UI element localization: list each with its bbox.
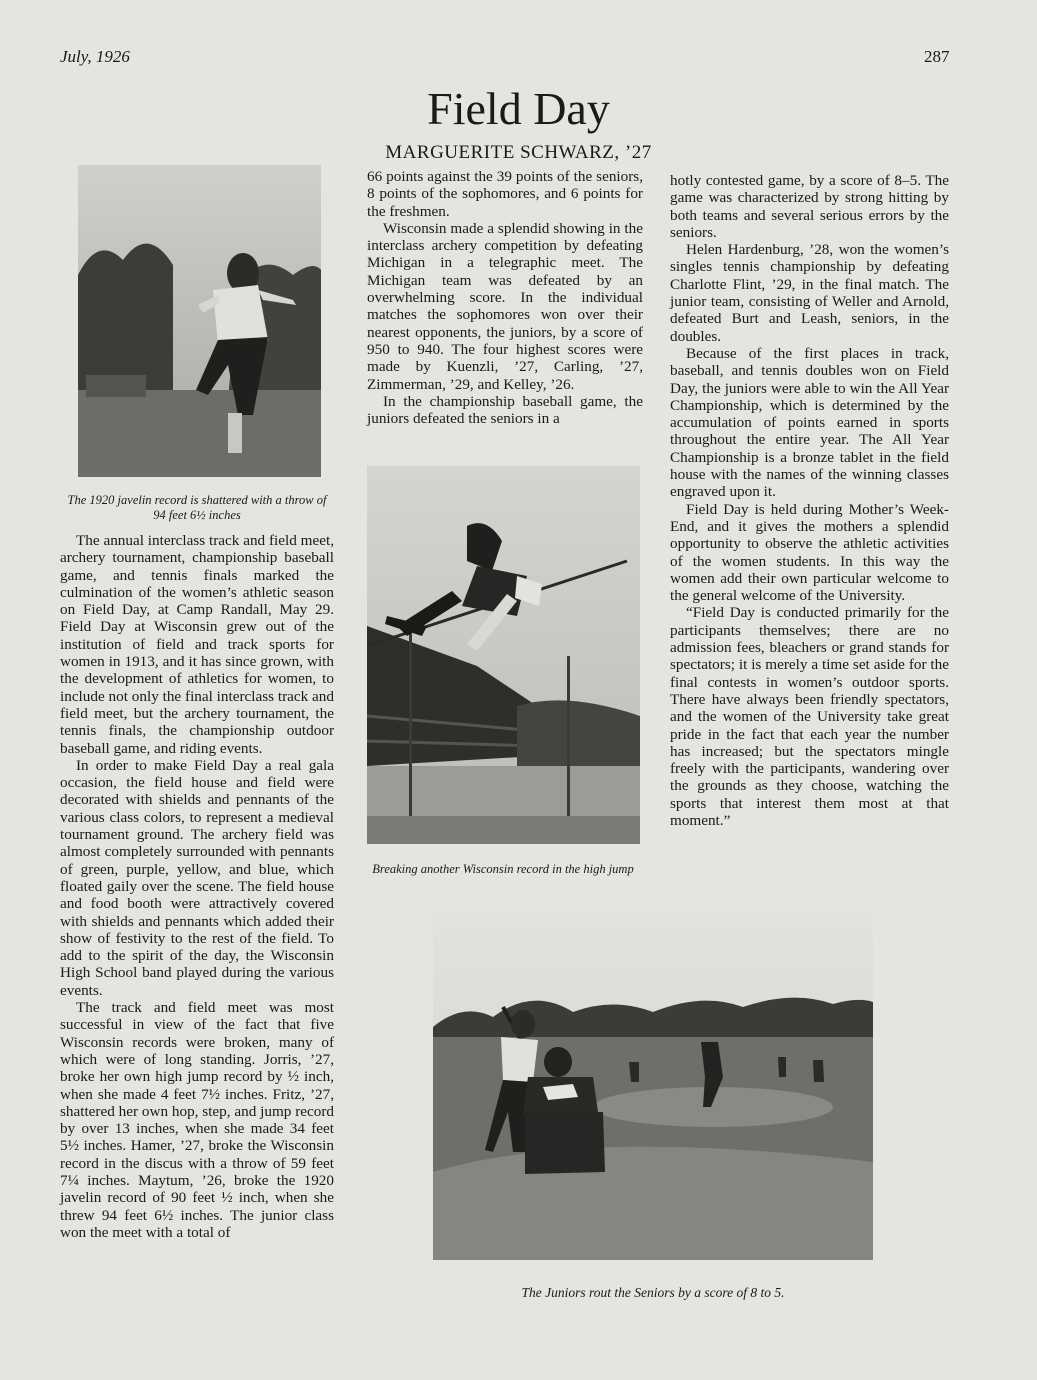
paragraph: Helen Hardenburg, ’28, won the women’s singles tennis championship by defeating Charlotte Flint, ’29, in the final match. The junior team, consisting of Weller and Arnold, defeated Burt and Leash, seniors, in the doubles. bbox=[670, 241, 949, 345]
body-column-left bbox=[60, 532, 334, 1241]
paragraph: The track and field meet was most successful in view of the fact that five Wisconsin records were broken, many of which were of long standing. Jorris, ’27, broke her own high jump record by ½ inch, when she made 4 feet 7½ inches. Fritz, ’27, shattered her own hop, step, and jump record by over 13 inches, when she made 34 feet 5½ inches. Hamer, ’27, broke the Wisconsin record in the discus with a throw of 59 feet 7¼ inches. Maytum, ’26, broke the 1920 javelin record of 90 feet ½ inch, when she threw 94 feet 6½ inches. The junior class won the meet with a total of bbox=[60, 999, 334, 1241]
article-title: Field Day bbox=[427, 83, 610, 134]
paragraph: hotly contested game, by a score of 8–5. The game was characterized by strong hitting by both teams and several serious errors by the seniors. bbox=[670, 172, 949, 241]
paragraph: Field Day is held during Mother’s Week-End, and it gives the mothers a splendid opportunity to observe the athletic activities of the women students. In this way the women add their own particular welcome to the general welcome of the University. bbox=[670, 500, 949, 605]
paragraph: Because of the first places in track, baseball, and tennis doubles won on Field Day, the juniors were able to win the All Year Championship, which is determined by the accumulation of points earned in sports throughout the entire year. The All Year Championship is a bronze tablet in the field house with the names of the winning classes engraved upon it. bbox=[670, 344, 949, 501]
running-header-date: July, 1926 bbox=[60, 47, 130, 66]
paragraph: In the championship baseball game, the juniors defeated the seniors in a bbox=[367, 392, 643, 428]
javelin-caption: The 1920 javelin record is shattered with a throw of 94 feet 6½ inches bbox=[67, 493, 327, 522]
baseball-caption: The Juniors rout the Seniors by a score of 8 to 5. bbox=[521, 1285, 785, 1300]
highjump-caption: Breaking another Wisconsin record in the high jump bbox=[372, 862, 634, 876]
body-column-middle bbox=[367, 168, 643, 427]
baseball-photo bbox=[433, 912, 873, 1260]
paragraph: In order to make Field Day a real gala occasion, the field house and field were decorated with shields and pennants of the various class colors, to represent a medieval tournament ground. The archery field was almost completely surrounded with pennants of green, purple, yellow, and blue, which floated gaily over the scene. The field house and food booth were attractively covered with shields and pennants which added their show of festivity to the rest of the field. To add to the spirit of the day, the Wisconsin High School band played during the various events. bbox=[60, 756, 334, 999]
highjump-photo bbox=[367, 466, 640, 844]
paragraph: The annual interclass track and field meet, archery tournament, championship baseball game, and tennis finals marked the culmination of the women’s athletic season on Field Day, at Camp Randall, May 29. Field Day at Wisconsin grew out of the institution of field and track sports for women in 1913, and it has since grown, with the development of athletics for women, to include not only the final interclass track and field meet, but the archery tournament, the tennis finals, the championship outdoor baseball game, and riding events. bbox=[60, 532, 334, 757]
article-byline: MARGUERITE SCHWARZ, ’27 bbox=[385, 142, 652, 163]
page-number: 287 bbox=[924, 47, 950, 66]
body-column-right bbox=[670, 172, 949, 829]
paragraph: 66 points against the 39 points of the seniors, 8 points of the sophomores, and 6 points for the freshmen. bbox=[367, 168, 643, 220]
javelin-photo bbox=[78, 165, 321, 477]
paragraph: Wisconsin made a splendid showing in the interclass archery competition by defeating Michigan in a telegraphic meet. The Michigan team was defeated by an overwhelming score. In the individual matches the sophomores won over their nearest opponents, the juniors, by a score of 950 to 940. The four highest scores were made by Kuenzli, ’27, Carling, ’27, Zimmerman, ’29, and Kelley, ’26. bbox=[367, 219, 643, 393]
paragraph: “Field Day is conducted primarily for the participants themselves; there are no admission fees, bleachers or grand stands for spectators; it is merely a time set aside for the final contests in women’s outdoor sports. There have always been friendly spectators, and the women of the University take great pride in the fact that each year the number has increased; but the spectators mingle freely with the participants, wandering over the grounds as they choose, watching the sports that interest them most at that moment.” bbox=[670, 604, 949, 829]
